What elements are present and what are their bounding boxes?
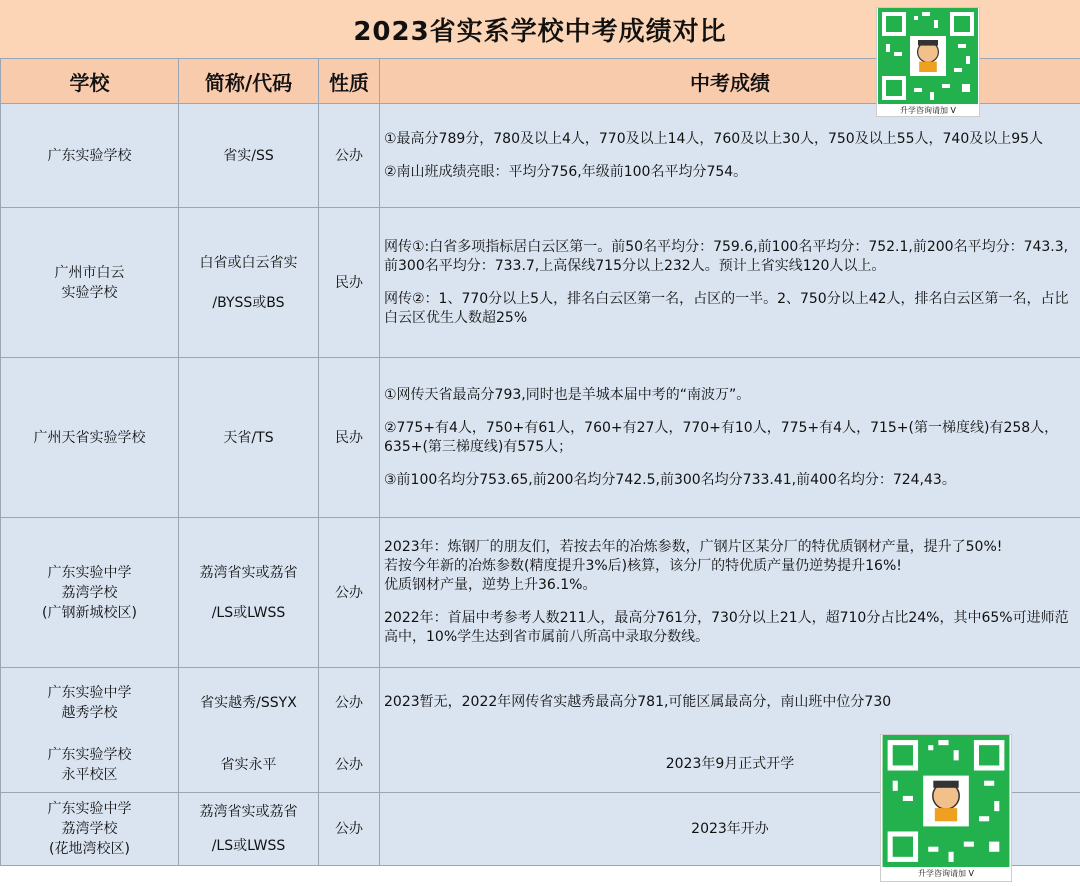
school-name-line: 广东实验中学 <box>47 801 132 817</box>
school-name-line: 广州市白云 <box>54 264 125 281</box>
results-line: ①最高分789分，780及以上4人，770及以上14人，760及以上30人，750及以上55人，740及以上95人 <box>384 130 1044 147</box>
results-line: 若按今年新的冶炼参数(精度提升3%后)核算，该分厂的特优质产量仍逆势提升16%! <box>384 558 902 574</box>
school-abbr <box>179 793 319 866</box>
results-cell: 2023年9月正式开学 <box>380 738 1080 793</box>
results-line: 2022年：首届中考参考人数211人，最高分761分，730分以上21人，超710分占比24%，其中65%可进师范高中，10%学生达到省市属前八所高中录取分数线。 <box>384 610 1069 645</box>
school-name-line: 永平校区 <box>61 766 118 783</box>
school-nature: 民办 <box>319 208 380 358</box>
table-row <box>1 104 1080 208</box>
school-name: 广东实验学校 <box>1 104 179 208</box>
qr-code-top <box>876 7 980 117</box>
results-cell <box>380 104 1080 208</box>
page-title: 2023省实系学校中考成绩对比 <box>0 0 1080 58</box>
school-name <box>1 793 179 866</box>
school-name <box>1 738 179 793</box>
results-line: ②775+有4人，750+有61人，760+有27人，770+有10人，775+有4人，715+(第一梯度线)有258人，635+(第三梯度线)有575人； <box>384 419 1059 455</box>
school-name <box>1 208 179 358</box>
school-name-line: 荔湾学校 <box>61 584 118 601</box>
school-name-line: 广东实验中学 <box>47 684 132 701</box>
results-line: ②南山班成绩亮眼：平均分756,年级前100名平均分754。 <box>384 163 748 180</box>
school-nature: 民办 <box>319 358 380 518</box>
school-name-line: 实验学校 <box>61 284 118 301</box>
school-abbr-line: /LS或LWSS <box>211 604 286 621</box>
qr-code-icon <box>882 735 1010 867</box>
results-line: 网传①:白省多项指标居白云区第一。前50名平均分：759.6,前100名平均分：752.1,前200名平均分：743.3,前300名平均分：733.7,上高保线715分以上232人。预计上省实线120人以上。 <box>384 238 1069 274</box>
table-row <box>1 668 1080 738</box>
school-name-line: 荔湾学校 <box>61 821 118 837</box>
header-abbr: 简称/代码 <box>179 59 319 104</box>
school-name-line: 广东实验学校 <box>47 746 132 763</box>
header-nature: 性质 <box>319 59 380 104</box>
qr-caption: 升学咨询请加 V <box>899 106 956 115</box>
results-cell <box>380 208 1080 358</box>
school-name-line: 越秀学校 <box>61 704 118 721</box>
school-name-line: 广东实验中学 <box>47 564 132 581</box>
school-abbr <box>179 518 319 668</box>
school-abbr: 省实/SS <box>179 104 319 208</box>
results-cell <box>380 518 1080 668</box>
results-line: 2023年：炼钢厂的朋友们，若按去年的冶炼参数，广钢片区某分厂的特优质钢材产量，提升了50%! <box>384 539 1003 555</box>
header-school: 学校 <box>1 59 179 104</box>
school-abbr-line: /LS或LWSS <box>211 838 286 854</box>
school-abbr-line: 白省或白云省实 <box>199 254 298 271</box>
results-line: 网传②：1、770分以上5人，排名白云区第一名，占区的一半。2、750分以上42人，排名白云区第一名，占比白云区优生人数超25% <box>384 290 1069 326</box>
school-abbr: 省实永平 <box>179 738 319 793</box>
school-abbr: 省实越秀/SSYX <box>179 668 319 738</box>
results-line: ①网传天省最高分793,同时也是羊城本届中考的“南波万”。 <box>384 386 751 403</box>
school-name-line: (广钢新城校区) <box>42 604 137 621</box>
results-cell: 2023暂无，2022年网传省实越秀最高分781,可能区属最高分，南山班中位分730 <box>380 668 1080 738</box>
school-abbr <box>179 208 319 358</box>
qr-caption: 升学咨询请加 V <box>917 869 974 878</box>
school-abbr-line: 荔湾省实或荔省 <box>199 804 298 820</box>
table-row <box>1 518 1080 668</box>
results-cell <box>380 358 1080 518</box>
school-name-line: (花地湾校区) <box>49 841 130 857</box>
school-nature: 公办 <box>319 738 380 793</box>
school-nature: 公办 <box>319 518 380 668</box>
qr-code-icon <box>878 8 978 104</box>
school-nature: 公办 <box>319 668 380 738</box>
header-results: 中考成绩 <box>380 59 1080 104</box>
results-line: ③前100名均分753.65,前200名均分742.5,前300名均分733.41,前400名均分：724,43。 <box>384 471 956 488</box>
table-row <box>1 358 1080 518</box>
qr-code-bottom <box>880 734 1012 882</box>
school-abbr-line: /BYSS或BS <box>212 294 285 311</box>
school-name <box>1 668 179 738</box>
school-abbr: 天省/TS <box>179 358 319 518</box>
results-line: 优质钢材产量，逆势上升36.1%。 <box>384 577 597 593</box>
school-abbr-line: 荔湾省实或荔省 <box>199 564 298 581</box>
results-cell: 2023年开办 <box>380 793 1080 866</box>
school-name: 广州天省实验学校 <box>1 358 179 518</box>
school-nature: 公办 <box>319 793 380 866</box>
school-name <box>1 518 179 668</box>
table-row <box>1 208 1080 358</box>
school-nature: 公办 <box>319 104 380 208</box>
